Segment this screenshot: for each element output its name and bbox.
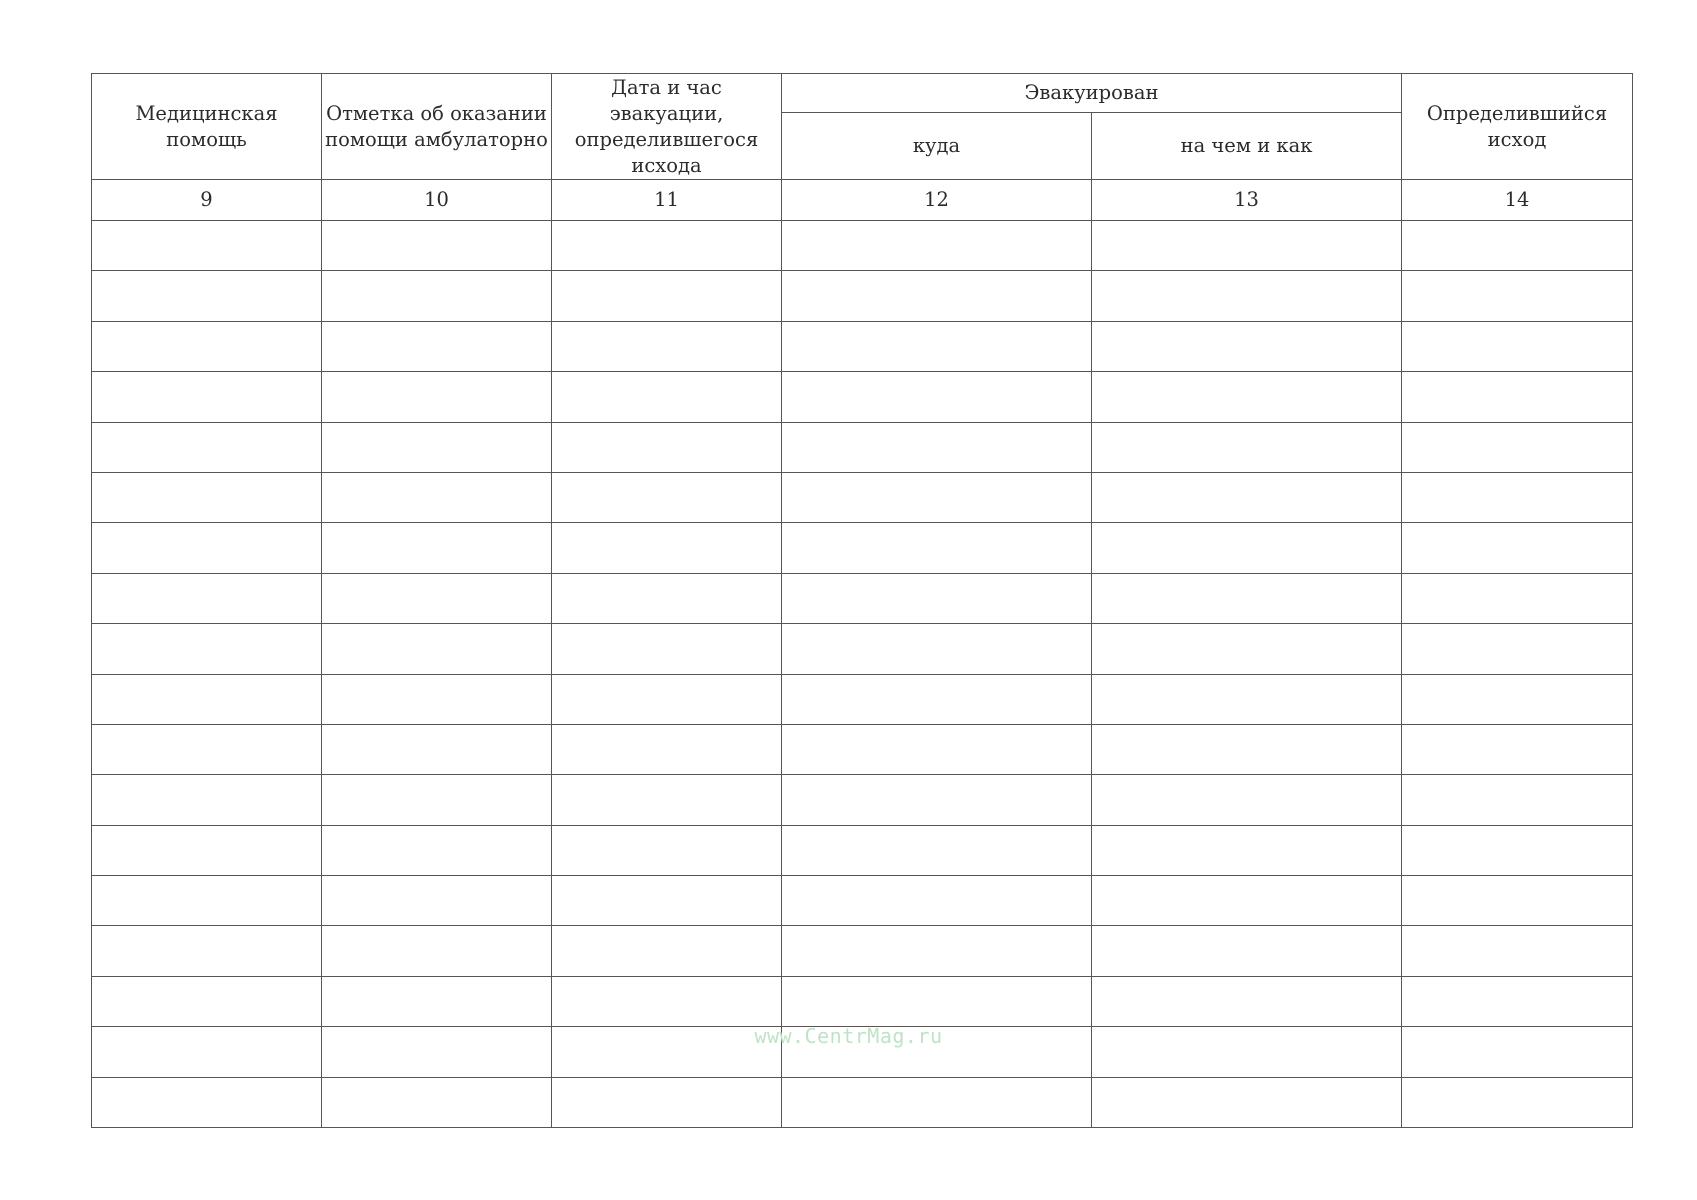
blank-cell[interactable]	[552, 573, 782, 623]
header-evacuated: Эвакуирован	[782, 74, 1402, 113]
journal-body	[92, 221, 1633, 1128]
table-row	[92, 573, 1633, 623]
blank-cell[interactable]	[552, 724, 782, 774]
blank-cell[interactable]	[1402, 321, 1633, 371]
blank-cell[interactable]	[92, 372, 322, 422]
blank-cell[interactable]	[322, 926, 552, 976]
header-evacuation-datetime: Дата и час эвакуации, определившегося исхода	[552, 74, 782, 180]
blank-cell[interactable]	[552, 926, 782, 976]
blank-cell[interactable]	[92, 1077, 322, 1127]
blank-cell[interactable]	[1402, 775, 1633, 825]
blank-cell[interactable]	[552, 372, 782, 422]
blank-cell[interactable]	[1092, 523, 1402, 573]
blank-cell[interactable]	[322, 472, 552, 522]
table-row	[92, 624, 1633, 674]
blank-cell[interactable]	[1092, 221, 1402, 271]
blank-cell[interactable]	[782, 271, 1092, 321]
blank-cell[interactable]	[1402, 674, 1633, 724]
table-row	[92, 876, 1633, 926]
blank-cell[interactable]	[1092, 573, 1402, 623]
watermark: www.CentrMag.ru	[754, 1024, 943, 1048]
blank-cell[interactable]	[782, 372, 1092, 422]
column-number: 14	[1402, 180, 1633, 221]
blank-cell[interactable]	[92, 472, 322, 522]
blank-cell[interactable]	[92, 775, 322, 825]
blank-cell[interactable]	[1402, 422, 1633, 472]
blank-cell[interactable]	[1092, 422, 1402, 472]
table-row	[92, 724, 1633, 774]
header-outcome: Определившийся исход	[1402, 74, 1633, 180]
blank-cell[interactable]	[92, 825, 322, 875]
blank-cell[interactable]	[1092, 1077, 1402, 1127]
blank-cell[interactable]	[1092, 825, 1402, 875]
blank-cell[interactable]	[322, 674, 552, 724]
column-number: 13	[1092, 180, 1402, 221]
header-evacuated-how: на чем и как	[1092, 113, 1402, 180]
blank-cell[interactable]	[552, 674, 782, 724]
table-row	[92, 825, 1633, 875]
blank-cell[interactable]	[782, 422, 1092, 472]
blank-cell[interactable]	[552, 221, 782, 271]
table-row	[92, 674, 1633, 724]
blank-cell[interactable]	[782, 523, 1092, 573]
column-number-row	[92, 180, 1633, 221]
blank-cell[interactable]	[782, 876, 1092, 926]
blank-cell[interactable]	[552, 1077, 782, 1127]
blank-cell[interactable]	[1402, 271, 1633, 321]
blank-cell[interactable]	[552, 825, 782, 875]
blank-cell[interactable]	[92, 523, 322, 573]
blank-cell[interactable]	[92, 422, 322, 472]
blank-cell[interactable]	[1092, 271, 1402, 321]
journal-table	[91, 73, 1633, 1128]
blank-cell[interactable]	[92, 221, 322, 271]
table-row	[92, 422, 1633, 472]
blank-cell[interactable]	[1092, 724, 1402, 774]
blank-cell[interactable]	[322, 624, 552, 674]
blank-cell[interactable]	[322, 573, 552, 623]
column-number: 11	[552, 180, 782, 221]
blank-cell[interactable]	[1092, 876, 1402, 926]
journal-sheet	[91, 73, 1632, 1128]
blank-cell[interactable]	[782, 976, 1092, 1026]
blank-cell[interactable]	[782, 674, 1092, 724]
blank-cell[interactable]	[782, 926, 1092, 976]
blank-cell[interactable]	[782, 775, 1092, 825]
blank-cell[interactable]	[1092, 775, 1402, 825]
blank-cell[interactable]	[552, 976, 782, 1026]
blank-cell[interactable]	[1402, 372, 1633, 422]
blank-cell[interactable]	[1092, 674, 1402, 724]
blank-cell[interactable]	[1092, 976, 1402, 1026]
header-outpatient-mark: Отметка об оказании помощи амбулаторно	[322, 74, 552, 180]
blank-cell[interactable]	[92, 976, 322, 1026]
blank-cell[interactable]	[1402, 472, 1633, 522]
blank-cell[interactable]	[92, 876, 322, 926]
blank-cell[interactable]	[552, 624, 782, 674]
blank-cell[interactable]	[782, 221, 1092, 271]
column-number: 9	[92, 180, 322, 221]
blank-cell[interactable]	[782, 472, 1092, 522]
blank-cell[interactable]	[1402, 624, 1633, 674]
blank-cell[interactable]	[782, 724, 1092, 774]
blank-cell[interactable]	[552, 271, 782, 321]
blank-cell[interactable]	[552, 321, 782, 371]
blank-cell[interactable]	[1402, 573, 1633, 623]
table-row	[92, 472, 1633, 522]
blank-cell[interactable]	[92, 674, 322, 724]
blank-cell[interactable]	[322, 321, 552, 371]
blank-cell[interactable]	[1092, 321, 1402, 371]
blank-cell[interactable]	[782, 825, 1092, 875]
blank-cell[interactable]	[322, 422, 552, 472]
blank-cell[interactable]	[782, 624, 1092, 674]
blank-cell[interactable]	[92, 271, 322, 321]
blank-cell[interactable]	[322, 724, 552, 774]
blank-cell[interactable]	[1092, 472, 1402, 522]
blank-cell[interactable]	[322, 523, 552, 573]
blank-cell[interactable]	[1092, 624, 1402, 674]
blank-cell[interactable]	[1402, 724, 1633, 774]
blank-cell[interactable]	[1402, 876, 1633, 926]
table-row	[92, 321, 1633, 371]
header-evacuated-where: куда	[782, 113, 1092, 180]
blank-cell[interactable]	[1402, 825, 1633, 875]
blank-cell[interactable]	[322, 876, 552, 926]
blank-cell[interactable]	[92, 624, 322, 674]
blank-cell[interactable]	[552, 876, 782, 926]
blank-cell[interactable]	[1402, 976, 1633, 1026]
table-row	[92, 976, 1633, 1026]
blank-cell[interactable]	[92, 724, 322, 774]
blank-cell[interactable]	[782, 321, 1092, 371]
blank-cell[interactable]	[1092, 926, 1402, 976]
blank-cell[interactable]	[92, 926, 322, 976]
table-row	[92, 926, 1633, 976]
blank-cell[interactable]	[782, 1077, 1092, 1127]
blank-cell[interactable]	[552, 472, 782, 522]
blank-cell[interactable]	[322, 825, 552, 875]
table-row	[92, 372, 1633, 422]
table-row	[92, 775, 1633, 825]
blank-cell[interactable]	[322, 1077, 552, 1127]
blank-cell[interactable]	[1402, 926, 1633, 976]
column-number: 10	[322, 180, 552, 221]
header-medical-aid: Медицинская помощь	[92, 74, 322, 180]
blank-cell[interactable]	[1402, 221, 1633, 271]
blank-cell[interactable]	[92, 321, 322, 371]
blank-cell[interactable]	[1092, 372, 1402, 422]
blank-cell[interactable]	[1402, 523, 1633, 573]
column-number: 12	[782, 180, 1092, 221]
table-row	[92, 271, 1633, 321]
blank-cell[interactable]	[92, 573, 322, 623]
blank-cell[interactable]	[552, 422, 782, 472]
blank-cell[interactable]	[322, 775, 552, 825]
blank-cell[interactable]	[552, 523, 782, 573]
table-row	[92, 1077, 1633, 1127]
table-row	[92, 221, 1633, 271]
blank-cell[interactable]	[322, 221, 552, 271]
blank-cell[interactable]	[322, 271, 552, 321]
blank-cell[interactable]	[322, 372, 552, 422]
table-row	[92, 523, 1633, 573]
blank-cell[interactable]	[552, 775, 782, 825]
blank-cell[interactable]	[782, 573, 1092, 623]
blank-cell[interactable]	[1402, 1077, 1633, 1127]
blank-cell[interactable]	[322, 976, 552, 1026]
